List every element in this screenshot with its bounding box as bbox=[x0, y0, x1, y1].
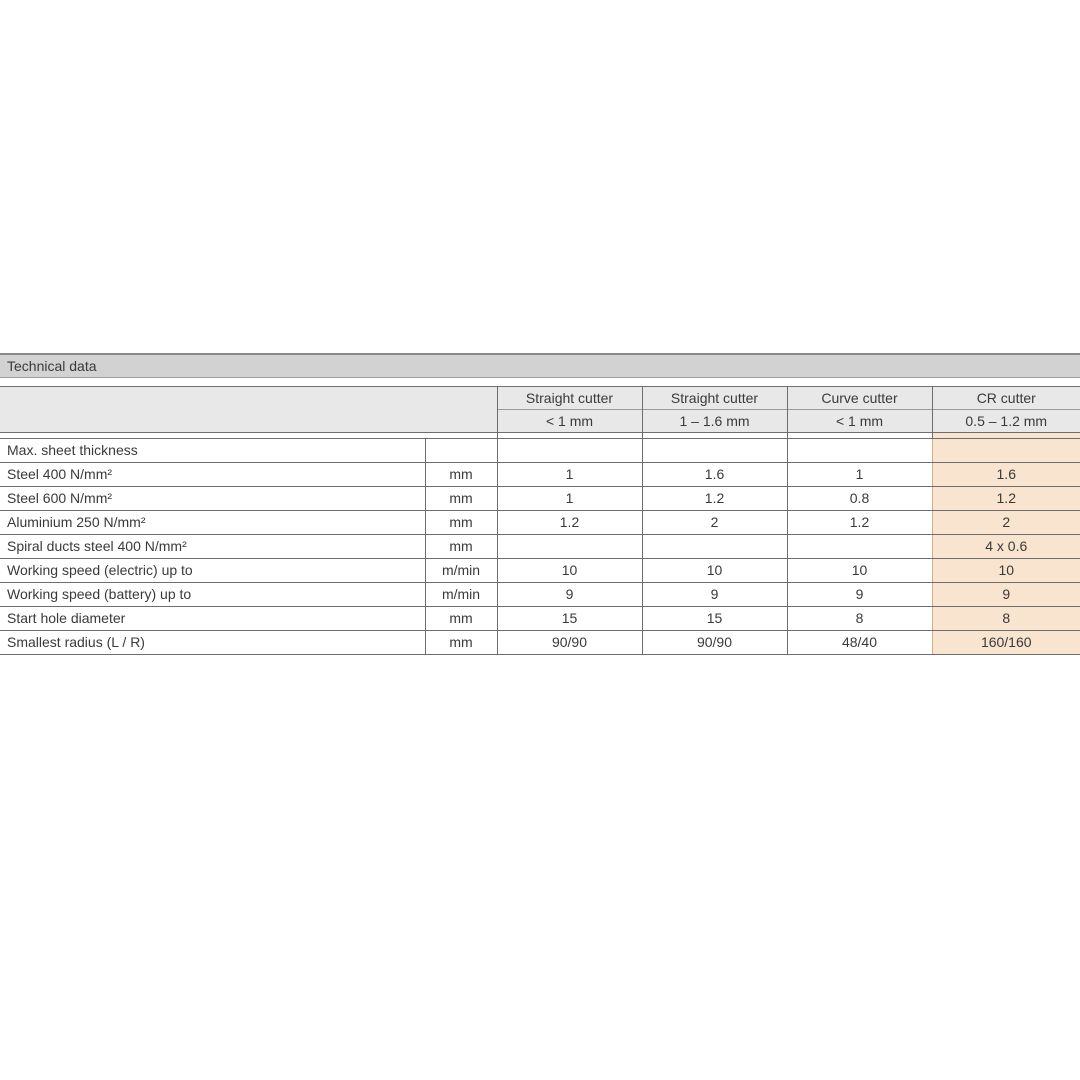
row-unit: mm bbox=[425, 511, 497, 535]
row-unit: mm bbox=[425, 463, 497, 487]
cell-value bbox=[787, 535, 932, 559]
cell-value bbox=[497, 439, 642, 463]
cell-value: 1.6 bbox=[642, 463, 787, 487]
cell-value: 0.8 bbox=[787, 487, 932, 511]
cell-value: 10 bbox=[787, 559, 932, 583]
table-row bbox=[0, 487, 1080, 511]
cell-value-highlight: 1.2 bbox=[932, 487, 1080, 511]
cell-value-highlight: 4 x 0.6 bbox=[932, 535, 1080, 559]
cell-value-highlight: 1.6 bbox=[932, 463, 1080, 487]
cell-value: 90/90 bbox=[497, 631, 642, 655]
cell-value-highlight: 160/160 bbox=[932, 631, 1080, 655]
row-label: Working speed (battery) up to bbox=[0, 583, 425, 607]
column-header-range: < 1 mm bbox=[497, 410, 642, 433]
cell-value: 8 bbox=[787, 607, 932, 631]
cell-value: 1 bbox=[497, 487, 642, 511]
cell-value: 1 bbox=[497, 463, 642, 487]
table-title: Technical data bbox=[0, 353, 1080, 378]
table-row bbox=[0, 631, 1080, 655]
table-row bbox=[0, 511, 1080, 535]
cell-value: 15 bbox=[497, 607, 642, 631]
column-header-range: 1 – 1.6 mm bbox=[642, 410, 787, 433]
cell-value bbox=[642, 439, 787, 463]
cell-value: 10 bbox=[642, 559, 787, 583]
cell-value: 9 bbox=[787, 583, 932, 607]
table-row bbox=[0, 607, 1080, 631]
row-label: Working speed (electric) up to bbox=[0, 559, 425, 583]
cell-value: 1.2 bbox=[787, 511, 932, 535]
cell-value: 1 bbox=[787, 463, 932, 487]
row-unit: m/min bbox=[425, 583, 497, 607]
cell-value: 10 bbox=[497, 559, 642, 583]
title-gap bbox=[0, 378, 1080, 386]
spec-table bbox=[0, 386, 1080, 655]
cell-value: 2 bbox=[642, 511, 787, 535]
column-header-name: Straight cutter bbox=[642, 387, 787, 410]
column-header-range: < 1 mm bbox=[787, 410, 932, 433]
row-unit: mm bbox=[425, 487, 497, 511]
cell-value bbox=[787, 439, 932, 463]
row-label: Steel 600 N/mm² bbox=[0, 487, 425, 511]
cell-value-highlight: 9 bbox=[932, 583, 1080, 607]
table-row bbox=[0, 439, 1080, 463]
row-label: Max. sheet thickness bbox=[0, 439, 425, 463]
header-blank-cell bbox=[0, 387, 497, 433]
table-row bbox=[0, 463, 1080, 487]
technical-data-table bbox=[0, 353, 1080, 655]
row-unit: mm bbox=[425, 535, 497, 559]
row-label: Smallest radius (L / R) bbox=[0, 631, 425, 655]
table-row bbox=[0, 535, 1080, 559]
row-label: Steel 400 N/mm² bbox=[0, 463, 425, 487]
row-label: Start hole diameter bbox=[0, 607, 425, 631]
cell-value: 9 bbox=[497, 583, 642, 607]
cell-value: 1.2 bbox=[642, 487, 787, 511]
column-header-name-highlight: CR cutter bbox=[932, 387, 1080, 410]
cell-value: 90/90 bbox=[642, 631, 787, 655]
cell-value: 1.2 bbox=[497, 511, 642, 535]
column-header-range-highlight: 0.5 – 1.2 mm bbox=[932, 410, 1080, 433]
row-unit bbox=[425, 439, 497, 463]
table-row bbox=[0, 583, 1080, 607]
cell-value bbox=[497, 535, 642, 559]
row-label: Aluminium 250 N/mm² bbox=[0, 511, 425, 535]
table-row bbox=[0, 559, 1080, 583]
cell-value-highlight: 8 bbox=[932, 607, 1080, 631]
row-unit: mm bbox=[425, 607, 497, 631]
cell-value-highlight bbox=[932, 439, 1080, 463]
cell-value-highlight: 10 bbox=[932, 559, 1080, 583]
row-unit: m/min bbox=[425, 559, 497, 583]
row-label: Spiral ducts steel 400 N/mm² bbox=[0, 535, 425, 559]
cell-value: 48/40 bbox=[787, 631, 932, 655]
cell-value-highlight: 2 bbox=[932, 511, 1080, 535]
row-unit: mm bbox=[425, 631, 497, 655]
cell-value: 15 bbox=[642, 607, 787, 631]
column-header-name: Curve cutter bbox=[787, 387, 932, 410]
cell-value bbox=[642, 535, 787, 559]
column-header-name: Straight cutter bbox=[497, 387, 642, 410]
cell-value: 9 bbox=[642, 583, 787, 607]
